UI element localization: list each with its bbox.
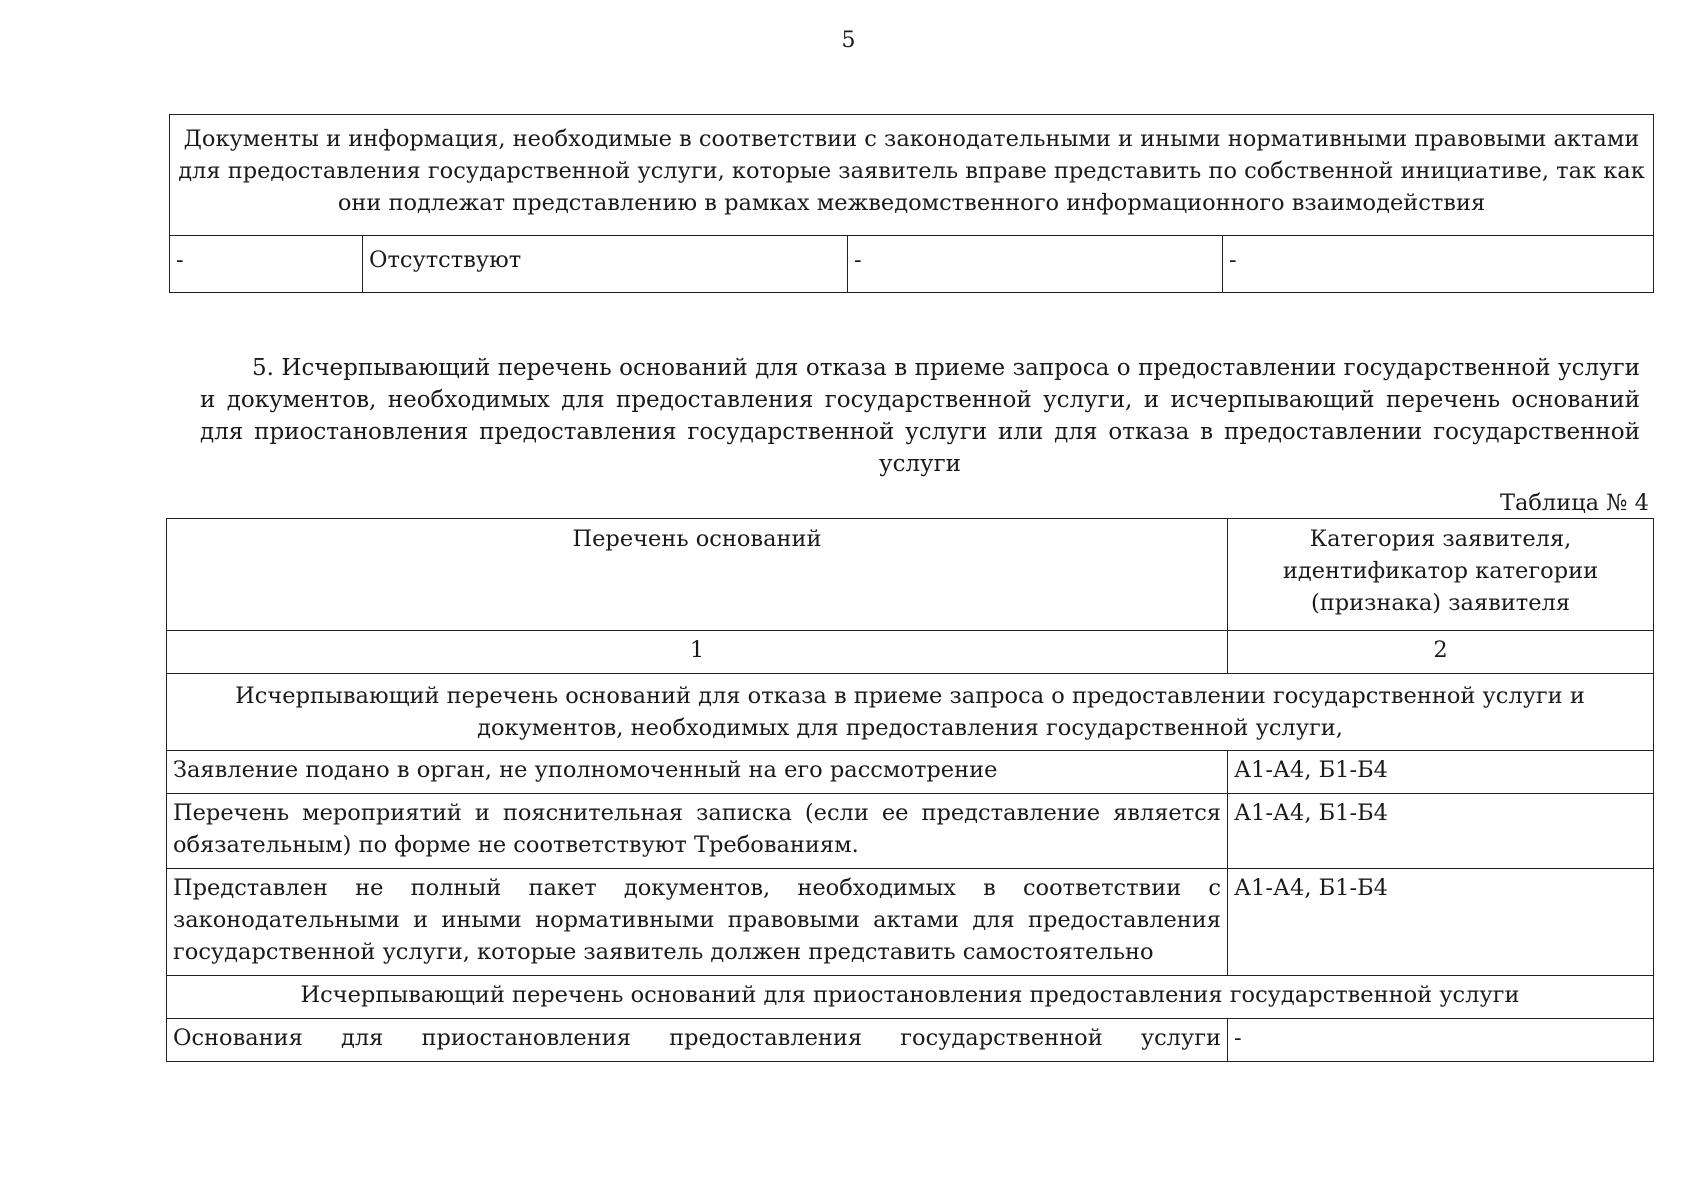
- column-number: 2: [1228, 631, 1654, 674]
- category-cell: А1-А4, Б1-Б4: [1228, 869, 1654, 976]
- column-header-reasons: Перечень оснований: [167, 519, 1228, 631]
- reason-cell: Основания для приостановления предоставления государственной услуги: [167, 1019, 1228, 1062]
- page-number: 5: [841, 28, 856, 53]
- column-header-category: Категория заявителя, идентификатор категории (признака) заявителя: [1228, 519, 1654, 631]
- column-number-row: [167, 631, 1654, 674]
- category-cell: -: [1228, 1019, 1654, 1062]
- section-heading: [200, 352, 1640, 480]
- group-title-suspension: Исчерпывающий перечень оснований для приостановления предоставления государственной услуги: [167, 976, 1654, 1019]
- table-header-row: [167, 519, 1654, 631]
- table-caption: Таблица № 4: [1499, 490, 1649, 516]
- table-cell: -: [848, 236, 1223, 293]
- documents-table-header: Документы и информация, необходимые в соответствии с законодательными и иными нормативными правовыми актами для предоставления государственной услуги, которые заявитель вправе представить по собственной инициативе, так как они подлежат представлению в рамках межведомственного информационного взаимодействия: [170, 115, 1654, 236]
- documents-table: [169, 114, 1654, 293]
- table-row: [167, 794, 1654, 869]
- table-row: [167, 1019, 1654, 1062]
- reason-cell: Перечень мероприятий и пояснительная записка (если ее представление является обязательным) по форме не соответствуют Требованиям.: [167, 794, 1228, 869]
- table-row: [170, 236, 1654, 293]
- reason-cell: Заявление подано в орган, не уполномоченный на его рассмотрение: [167, 751, 1228, 794]
- reason-cell: Представлен не полный пакет документов, необходимых в соответствии с законодательными и иными нормативными правовыми актами для предоставления государственной услуги, которые заявитель должен представить самостоятельно: [167, 869, 1228, 976]
- group-title-row: [167, 976, 1654, 1019]
- table-row: [167, 751, 1654, 794]
- table-cell: Отсутствуют: [363, 236, 848, 293]
- table-cell: -: [1223, 236, 1654, 293]
- table-4: [166, 518, 1654, 1062]
- category-cell: А1-А4, Б1-Б4: [1228, 751, 1654, 794]
- group-title-row: [167, 674, 1654, 751]
- section-heading-text: 5. Исчерпывающий перечень оснований для отказа в приеме запроса о предоставлении государственной услуги и документов, необходимых для предоставления государственной услуги, и исчерпывающий перечень оснований для приостановления предоставления государственной услуги или для отказа в предоставлении государственной услуги: [200, 355, 1640, 477]
- table-row: [167, 869, 1654, 976]
- column-number: 1: [167, 631, 1228, 674]
- group-title-refusal: Исчерпывающий перечень оснований для отказа в приеме запроса о предоставлении государственной услуги и документов, необходимых для предоставления государственной услуги,: [167, 674, 1654, 751]
- category-cell: А1-А4, Б1-Б4: [1228, 794, 1654, 869]
- table-cell: -: [170, 236, 363, 293]
